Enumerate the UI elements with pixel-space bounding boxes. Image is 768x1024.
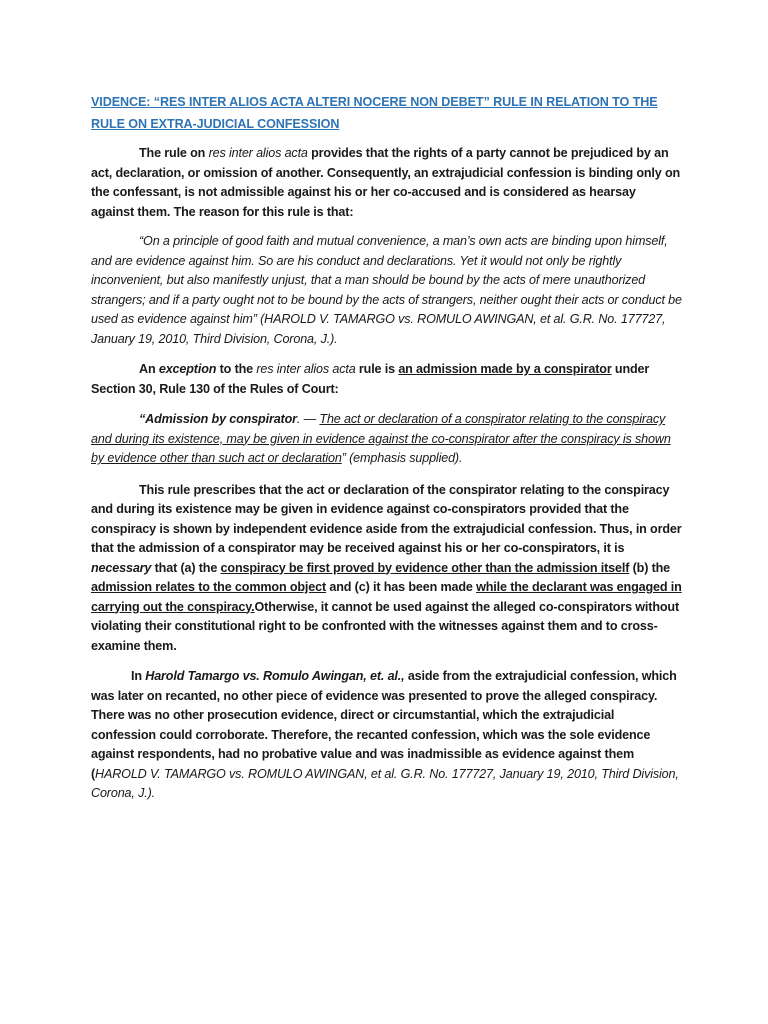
block-quote-good-faith [91,232,682,349]
text-run: provides that the rights of a party cannot be prejudiced by an act, declaration, or omission of another. Consequently, an extrajudicial confession is binding only on the confessant, is not admissible against his or her co-accused and is considered as hearsay against them. The reason for this rule is that: [91,146,681,219]
text-run: ” (emphasis supplied). [341,451,463,465]
text-run-italic: Harold Tamargo vs. Romulo Awingan, et. al., [145,669,405,683]
text-run: An [139,362,159,376]
text-run: In [131,669,146,683]
text-run-italic: res inter alios acta [208,146,308,160]
text-run: This rule prescribes that the act or declaration of the conspirator relating to the conspiracy and during its existence may be given in evidence against co-conspirators provided that the conspiracy is shown by independent evidence aside from the extrajudicial confession. Thus, in order that the admission of a conspirator may be received against his or her co-conspirators, it is [91,482,682,555]
text-run-italic: necessary [91,560,152,575]
text-run-underlined: while the declarant was engaged in carrying out the conspiracy. [91,580,682,614]
text-run: under Section 30, Rule 130 of the Rules of Court: [91,362,650,396]
text-run: aside from the extrajudicial confession, which was later on recanted, no other piece of evidence was presented to prove the alleged conspiracy. There was no other prosecution evidence, direct or circumstantial, which the extrajudicial confession could corroborate. Therefore, the recanted confession, which was the sole evidence against respondents, had no probative value and was inadmissible as evidence against them ( [91,669,677,781]
paragraph-exception [91,360,682,399]
text-run: Otherwise, it cannot be used against the alleged co-conspirators without violating their constitutional right to be confronted with the witnesses against them and to cross-examine them. [91,599,679,653]
text-run-underlined: an admission made by a conspirator [398,362,612,376]
paragraph-rule-on-res-inter-alios-acta [91,144,682,222]
text-run: (b) the [629,560,671,575]
text-run-citation: HAROLD V. TAMARGO vs. ROMULO AWINGAN, et al. G.R. No. 177727, January 19, 2010, Third Division, Corona, J.). [91,766,679,800]
text-run-underlined: conspiracy be first proved by evidence other than the admission itself [220,560,630,575]
text-run: The rule on [139,146,209,160]
paragraph-rule-prescribes [91,481,682,657]
text-run-underlined: admission relates to the common object [91,580,327,594]
text-run: rule is [355,362,399,376]
document-title[interactable]: VIDENCE: “RES INTER ALIOS ACTA ALTERI NOCERE NON DEBET” RULE IN RELATION TO THE RULE ON EXTRA-JUDICIAL CONFESSION [91,95,658,131]
text-run: . — [296,412,320,426]
text-run-italic: res inter alios acta [256,362,356,376]
paragraph-tamargo-case [91,667,682,804]
text-run-italic: exception [158,362,217,376]
text-run-bold: “Admission by conspirator [139,412,297,426]
text-run: to the [216,362,257,376]
text-run-underlined: The act or declaration of a conspirator relating to the conspiracy and during its existence, may be given in evidence against the co-conspirator after the conspiracy is shown by evidence other than such act or declaration [91,412,671,465]
block-quote-admission-by-conspirator [91,410,682,469]
text-run: that (a) the [151,560,221,575]
text-run: and (c) it has been made [326,580,477,594]
text-run: “On a principle of good faith and mutual convenience, a man’s own acts are binding upon himself, and are evidence against him. So are his conduct and declarations. Yet it would not only be rightly inconvenient, but also manifestly unjust, that a man should be bound by the acts of mere unauthorized strangers; and if a party ought not to be bound by the acts of strangers, neither ought their acts or conduct be used as evidence against him” (HAROLD V. TAMARGO vs. ROMULO AWINGAN, et al. G.R. No. 177727, January 19, 2010, Third Division, Corona, J.). [91,234,682,346]
